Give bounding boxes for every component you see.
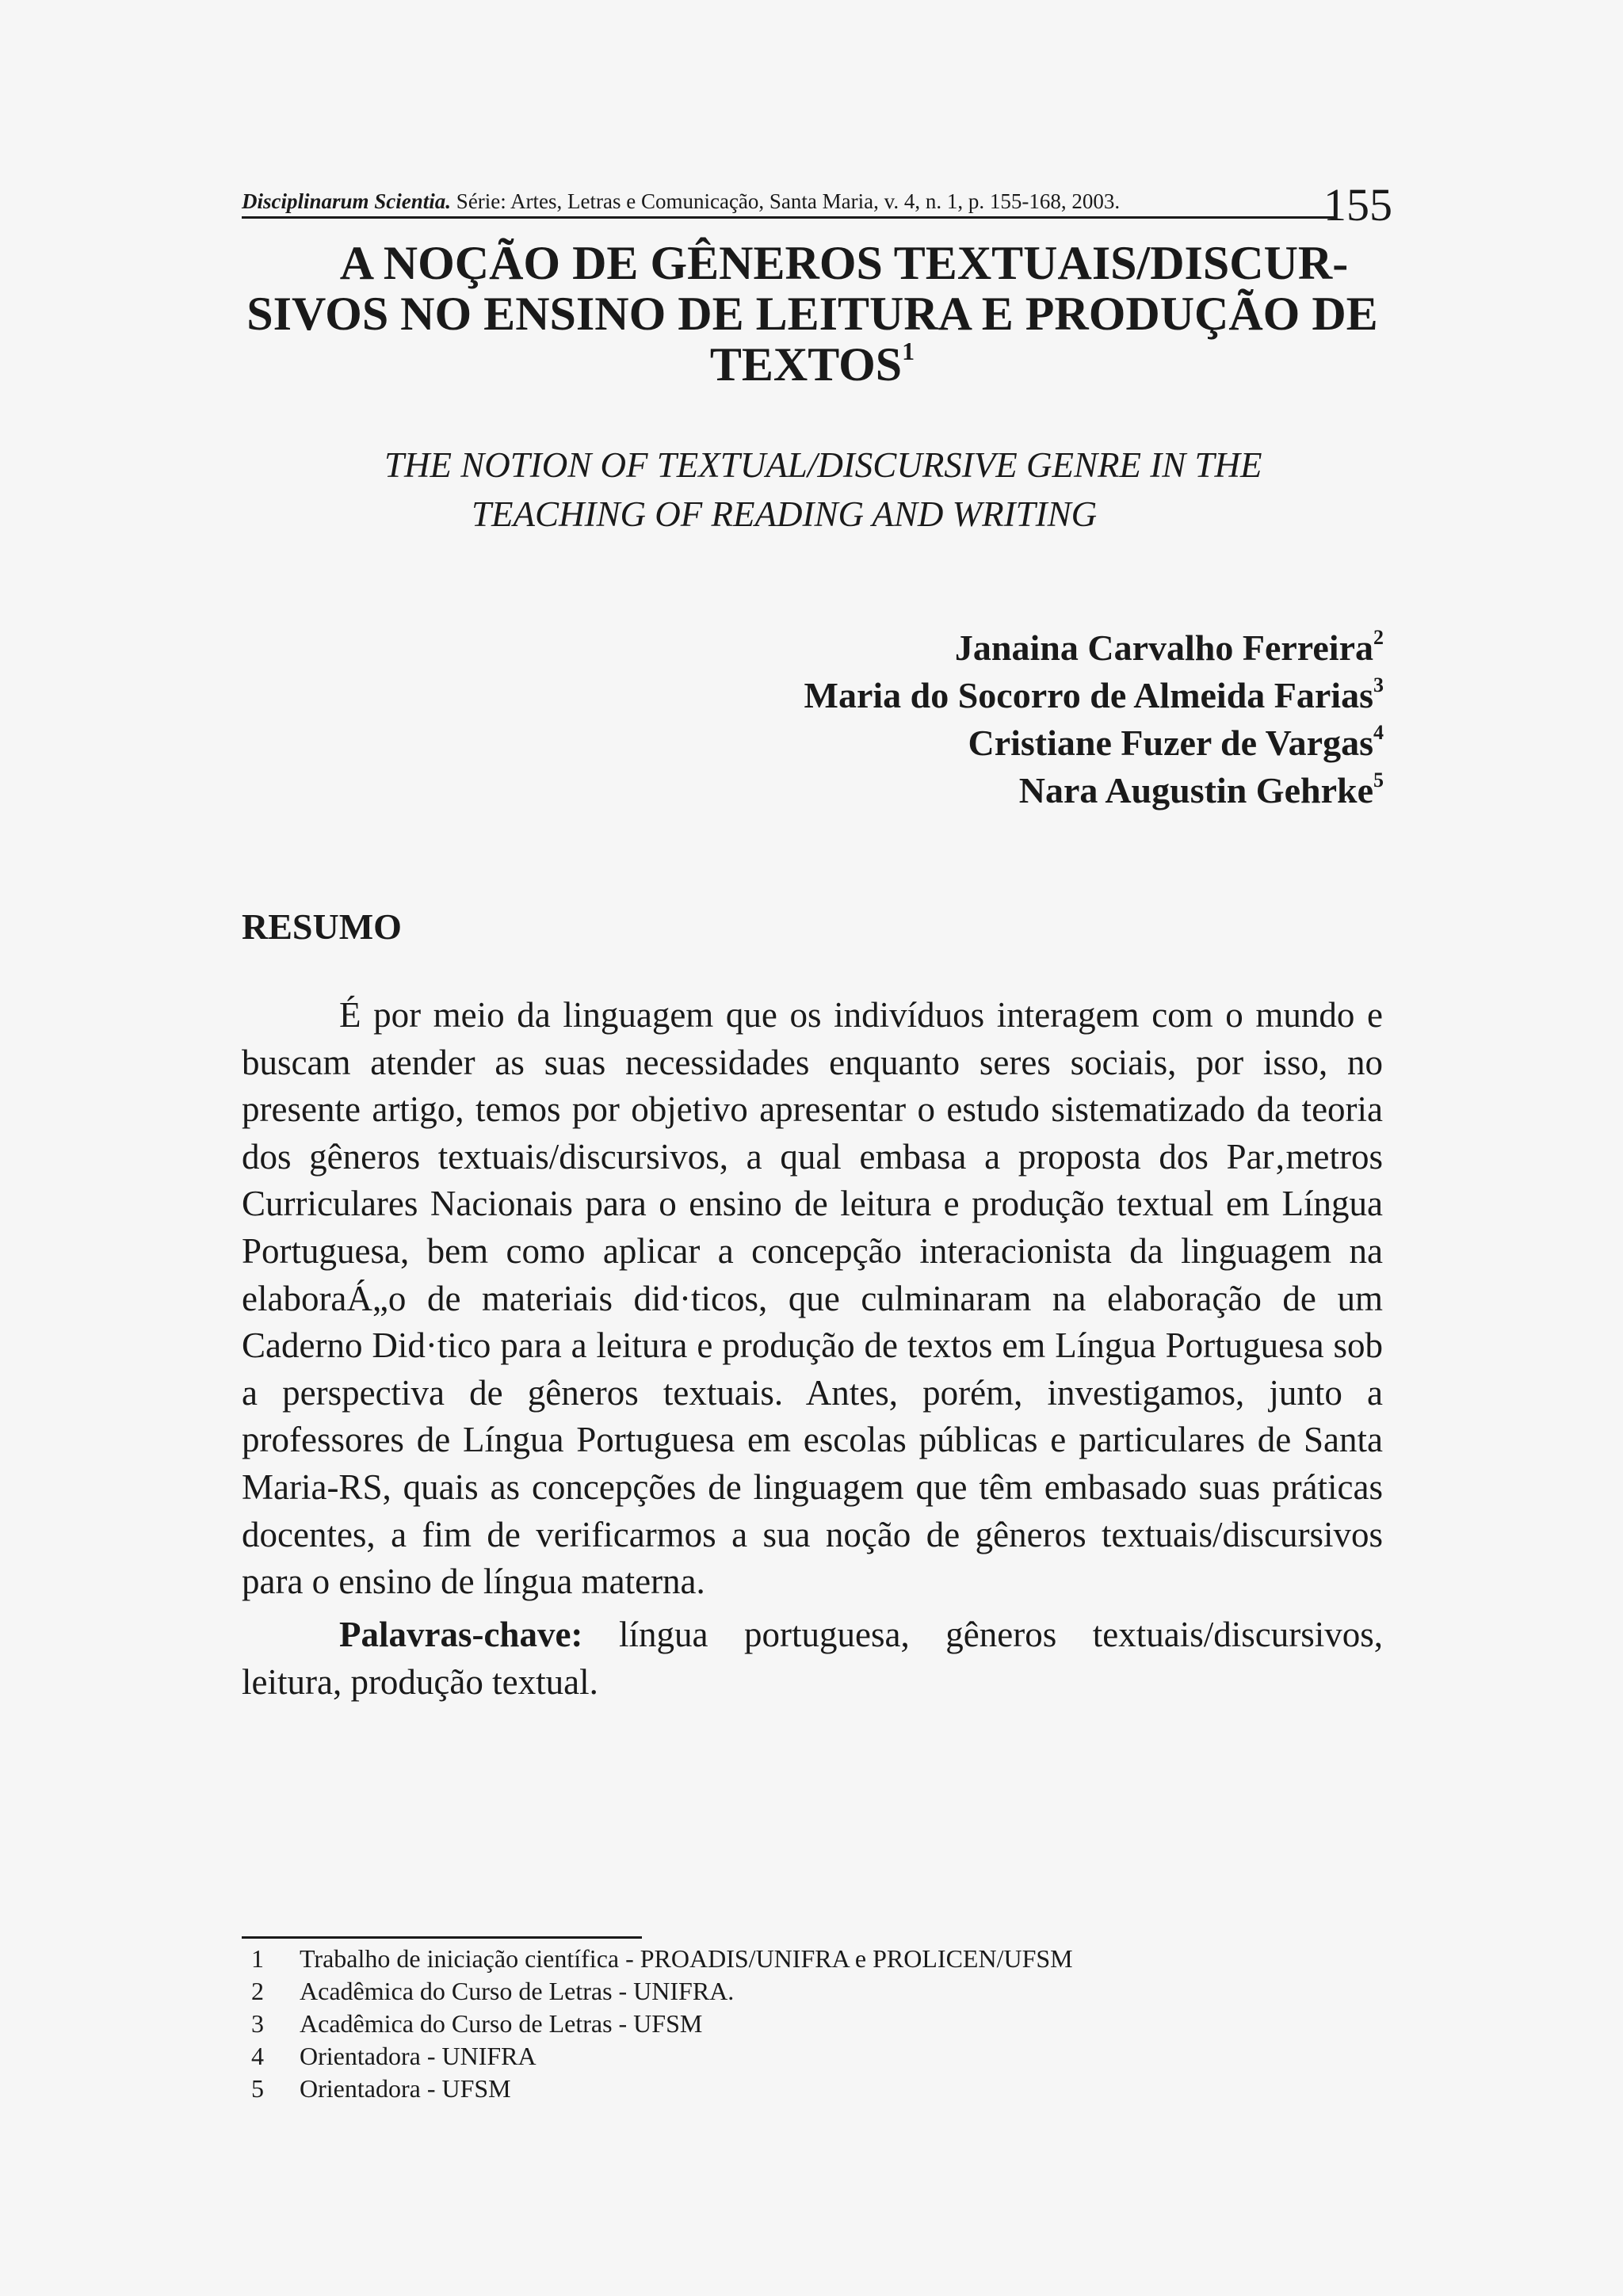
footnote: [242, 2008, 1383, 2040]
keywords-text: língua portuguesa, gêneros textuais/discursivos, leitura, produção textual.: [242, 1615, 1383, 1702]
footnote-text: Orientadora - UNIFRA: [300, 2042, 537, 2070]
author: [804, 767, 1384, 814]
footnote-text: Trabalho de iniciação científica - PROADIS/UNIFRA e PROLICEN/UFSM: [300, 1944, 1073, 1973]
title-line-2: SIVOS NO ENSINO DE LEITURA E PRODUÇÃO DE: [246, 288, 1378, 340]
footnote: [242, 1943, 1383, 1975]
footnote-text: Orientadora - UFSM: [300, 2074, 511, 2103]
title-line-3-text: TEXTOS: [709, 338, 903, 391]
footnote-number: 1: [251, 1944, 264, 1973]
footnote: [242, 1975, 1383, 2008]
author-name: Maria do Socorro de Almeida Farias: [804, 675, 1373, 715]
citation-text: Série: Artes, Letras e Comunicação, Santa Maria, v. 4, n. 1, p. 155-168, 2003.: [451, 189, 1121, 213]
title-line-1: A NOÇÃO DE GÊNEROS TEXTUAIS/DISCUR-: [339, 237, 1349, 289]
footnote: [242, 2040, 1383, 2073]
author-list: [804, 624, 1384, 814]
title-line-3: [242, 339, 1383, 390]
article-title: [242, 238, 1383, 390]
author: [804, 624, 1384, 672]
author-name: Nara Augustin Gehrke: [1018, 770, 1373, 810]
english-title: [242, 441, 1383, 539]
footnote: [242, 2073, 1383, 2105]
author-ref: 3: [1373, 673, 1384, 696]
author: [804, 672, 1384, 719]
author-ref: 5: [1373, 769, 1384, 791]
footnote-number: 4: [251, 2042, 264, 2070]
keywords: [242, 1611, 1383, 1706]
page-number: 155: [1323, 179, 1392, 231]
author: [804, 719, 1384, 767]
abstract-heading: RESUMO: [242, 906, 402, 947]
footnotes: [242, 1943, 1383, 2105]
title-footnote-ref: 1: [902, 337, 915, 365]
author-ref: 4: [1373, 721, 1384, 744]
citation-line: [242, 189, 1334, 219]
running-head: [242, 179, 1392, 231]
footnote-text: Acadêmica do Curso de Letras - UNIFRA.: [300, 1977, 735, 2005]
journal-name: Disciplinarum Scientia.: [242, 189, 452, 213]
footnote-divider: [242, 1936, 642, 1939]
english-title-line-1: THE NOTION OF TEXTUAL/DISCURSIVE GENRE IN THE: [384, 445, 1262, 485]
keywords-label: Palavras-chave:: [339, 1615, 583, 1654]
abstract-body: É por meio da linguagem que os indivíduos interagem com o mundo e buscam atender as suas necessidades enquanto seres sociais, por isso, no presente artigo, temos por objetivo apresentar o estudo sistematizado da teoria dos gêneros textuais/discursivos, a qual embasa a proposta dos Par‚metros Curriculares Nacionais para o ensino de leitura e produção textual em Língua Portuguesa, bem como aplicar a concepção interacionista da linguagem na elaboraÁ„o de materiais did·ticos, que culminaram na elaboração de um Caderno Did·tico para a leitura e produção de textos em Língua Portuguesa sob a perspectiva de gêneros textuais. Antes, porém, investigamos, junto a professores de Língua Portuguesa em escolas públicas e particulares de Santa Maria-RS, quais as concepções de linguagem que têm embasado suas práticas docentes, a fim de verificarmos a sua noção de gêneros textuais/discursivos para o ensino de língua materna.: [242, 995, 1383, 1602]
author-ref: 2: [1373, 626, 1384, 649]
footnote-number: 2: [251, 1977, 264, 2005]
footnote-text: Acadêmica do Curso de Letras - UFSM: [300, 2009, 703, 2038]
footnote-number: 5: [251, 2074, 264, 2103]
author-name: Janaina Carvalho Ferreira: [954, 627, 1373, 668]
english-title-line-2: TEACHING OF READING AND WRITING: [472, 494, 1098, 534]
author-name: Cristiane Fuzer de Vargas: [968, 723, 1373, 763]
footnote-number: 3: [251, 2009, 264, 2038]
